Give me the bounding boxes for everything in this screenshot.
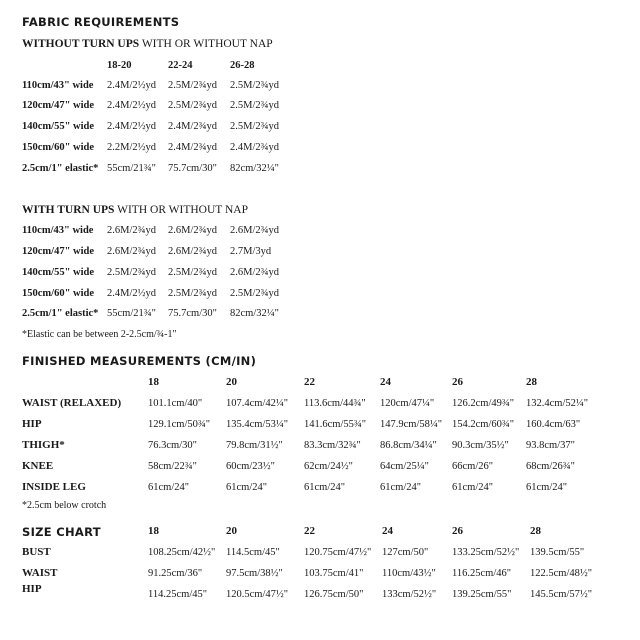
size-chart-header: 20 (226, 525, 237, 537)
fabric-cell: 82cm/32¼" (230, 308, 279, 319)
size-chart-header: 28 (530, 525, 541, 537)
fabric-cell: 2.6M/2¾yd (230, 267, 280, 278)
size-cell: 127cm/50" (382, 547, 429, 558)
measurement-cell: 61cm/24" (452, 482, 494, 493)
measurement-cell: 64cm/25¼" (380, 461, 429, 472)
finished-size-header: 28 (526, 376, 537, 388)
thigh-note: *2.5cm below crotch (22, 500, 107, 511)
finished-size-header: 24 (380, 376, 391, 388)
measurement-cell: 61cm/24" (304, 482, 346, 493)
size-cell: 133cm/52½" (382, 589, 437, 600)
fabric-row-label: 2.5cm/1" elastic* (22, 163, 99, 174)
without-heading-bold: WITHOUT TURN UPS (22, 38, 140, 50)
size-cell: 133.25cm/52½" (452, 547, 520, 558)
fabric-cell: 2.5M/2¾yd (230, 121, 280, 132)
fabric-cell: 2.4M/2½yd (107, 100, 157, 111)
size-cell: 139.25cm/55" (452, 589, 512, 600)
measurement-row-label: KNEE (22, 460, 54, 472)
measurement-cell: 93.8cm/37" (526, 440, 575, 451)
fabric-size-18-20: 18-20 (107, 60, 132, 71)
measurement-cell: 141.6cm/55¾" (304, 419, 367, 430)
measurement-cell: 90.3cm/35½" (452, 440, 509, 451)
fabric-cell: 55cm/21¾" (107, 163, 156, 174)
size-row-label: WAIST (22, 567, 58, 579)
fabric-cell: 2.4M/2¾yd (168, 121, 218, 132)
fabric-cell: 2.6M/2¾yd (230, 225, 280, 236)
finished-size-header: 22 (304, 376, 315, 388)
size-cell: 116.25cm/46" (452, 568, 512, 579)
fabric-row-label: 110cm/43" wide (22, 80, 94, 91)
finished-size-header: 20 (226, 376, 237, 388)
measurement-cell: 58cm/22¾" (148, 461, 197, 472)
fabric-cell: 2.5M/2¾yd (230, 288, 280, 299)
measurement-cell: 79.8cm/31½" (226, 440, 283, 451)
size-cell: 110cm/43½" (382, 568, 436, 579)
elastic-note: *Elastic can be between 2-2.5cm/¾-1" (22, 329, 177, 340)
measurement-cell: 61cm/24" (148, 482, 190, 493)
size-cell: 91.25cm/36" (148, 568, 203, 579)
finished-measurements-title: FINISHED MEASUREMENTS (CM/IN) (22, 354, 257, 368)
finished-size-header: 18 (148, 376, 159, 388)
fabric-row-label: 120cm/47" wide (22, 100, 95, 111)
measurement-cell: 160.4cm/63" (526, 419, 581, 430)
fabric-cell: 2.5M/2¾yd (168, 267, 218, 278)
size-chart-header: 22 (304, 525, 315, 537)
fabric-cell: 2.5M/2¾yd (168, 288, 218, 299)
measurement-cell: 132.4cm/52¼" (526, 398, 589, 409)
fabric-cell: 2.5M/2¾yd (107, 267, 157, 278)
fabric-cell: 2.5M/2¾yd (230, 80, 280, 91)
fabric-requirements-title: FABRIC REQUIREMENTS (22, 15, 180, 29)
measurement-cell: 68cm/26¾" (526, 461, 575, 472)
without-turn-ups-heading (22, 38, 273, 50)
measurement-cell: 61cm/24" (226, 482, 268, 493)
size-cell: 139.5cm/55" (530, 547, 585, 558)
fabric-cell: 75.7cm/30" (168, 163, 217, 174)
measurement-cell: 61cm/24" (380, 482, 422, 493)
fabric-row-label: 150cm/60" wide (22, 288, 95, 299)
size-row-label: HIP (22, 583, 42, 595)
fabric-cell: 2.4M/2½yd (107, 121, 157, 132)
size-cell: 103.75cm/41" (304, 568, 364, 579)
with-turn-ups-heading (22, 204, 248, 216)
measurement-cell: 61cm/24" (526, 482, 568, 493)
measurement-cell: 129.1cm/50¾" (148, 419, 211, 430)
size-cell: 120.5cm/47½" (226, 589, 289, 600)
measurement-cell: 76.3cm/30" (148, 440, 197, 451)
fabric-cell: 2.4M/2½yd (107, 288, 157, 299)
fabric-row-label: 120cm/47" wide (22, 246, 95, 257)
measurement-cell: 66cm/26" (452, 461, 494, 472)
fabric-cell: 2.6M/2¾yd (168, 225, 218, 236)
fabric-cell: 2.7M/3yd (230, 246, 272, 257)
size-cell: 126.75cm/50" (304, 589, 364, 600)
fabric-cell: 55cm/21¾" (107, 308, 156, 319)
measurement-cell: 62cm/24½" (304, 461, 353, 472)
measurement-cell: 113.6cm/44¾" (304, 398, 366, 409)
fabric-cell: 2.6M/2¾yd (107, 225, 157, 236)
with-heading-rest: WITH OR WITHOUT NAP (114, 204, 248, 216)
measurement-cell: 147.9cm/58¼" (380, 419, 443, 430)
size-cell: 120.75cm/47½" (304, 547, 372, 558)
measurement-cell: 126.2cm/49¾" (452, 398, 515, 409)
fabric-cell: 82cm/32¼" (230, 163, 279, 174)
fabric-cell: 2.5M/2¾yd (230, 100, 280, 111)
measurement-cell: 86.8cm/34¼" (380, 440, 437, 451)
measurement-cell: 107.4cm/42¼" (226, 398, 289, 409)
measurement-cell: 120cm/47¼" (380, 398, 435, 409)
measurement-row-label: WAIST (RELAXED) (22, 397, 122, 409)
size-row-label: BUST (22, 546, 51, 558)
measurement-cell: 101.1cm/40" (148, 398, 203, 409)
fabric-row-label: 2.5cm/1" elastic* (22, 308, 99, 319)
fabric-cell: 2.4M/2½yd (107, 80, 157, 91)
size-cell: 108.25cm/42½" (148, 547, 216, 558)
fabric-cell: 2.5M/2¾yd (168, 100, 218, 111)
size-cell: 97.5cm/38½" (226, 568, 283, 579)
fabric-size-26-28: 26-28 (230, 60, 255, 71)
fabric-cell: 2.6M/2¾yd (168, 246, 218, 257)
measurement-row-label: HIP (22, 418, 42, 430)
with-heading-bold: WITH TURN UPS (22, 204, 115, 216)
size-chart-header: 26 (452, 525, 463, 537)
fabric-size-22-24: 22-24 (168, 60, 193, 71)
size-cell: 145.5cm/57½" (530, 589, 593, 600)
size-chart-title: SIZE CHART (22, 525, 101, 539)
finished-size-header: 26 (452, 376, 463, 388)
measurement-cell: 154.2cm/60¾" (452, 419, 515, 430)
size-cell: 122.5cm/48½" (530, 568, 593, 579)
measurement-cell: 83.3cm/32¾" (304, 440, 361, 451)
fabric-row-label: 140cm/55" wide (22, 267, 95, 278)
fabric-row-label: 150cm/60" wide (22, 142, 95, 153)
fabric-cell: 2.4M/2¾yd (168, 142, 218, 153)
fabric-cell: 2.6M/2¾yd (107, 246, 157, 257)
size-chart-header: 18 (148, 525, 159, 537)
size-cell: 114.5cm/45" (226, 547, 280, 558)
measurement-row-label: THIGH* (22, 439, 65, 451)
fabric-cell: 75.7cm/30" (168, 308, 217, 319)
measurement-row-label: INSIDE LEG (22, 481, 86, 493)
fabric-row-label: 140cm/55" wide (22, 121, 95, 132)
size-chart-header: 24 (382, 525, 393, 537)
fabric-cell: 2.2M/2½yd (107, 142, 157, 153)
measurement-cell: 135.4cm/53¼" (226, 419, 289, 430)
size-cell: 114.25cm/45" (148, 589, 208, 600)
without-heading-rest: WITH OR WITHOUT NAP (139, 38, 273, 50)
fabric-cell: 2.4M/2¾yd (230, 142, 280, 153)
measurement-cell: 60cm/23½" (226, 461, 275, 472)
fabric-row-label: 110cm/43" wide (22, 225, 94, 236)
fabric-cell: 2.5M/2¾yd (168, 80, 218, 91)
